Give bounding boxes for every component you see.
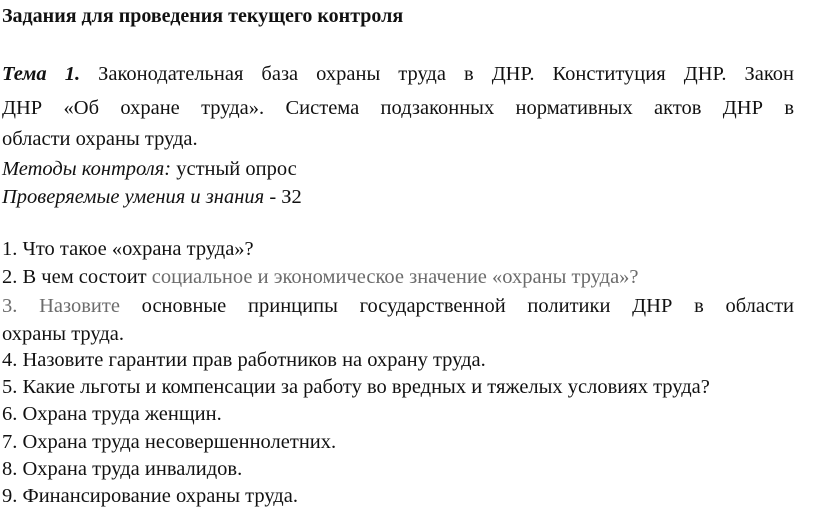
document-heading: Задания для проведения текущего контроля [2, 5, 404, 27]
topic-line-3: области охраны труда. [2, 128, 198, 150]
question-3-continuation: охраны труда. [2, 323, 125, 345]
question-1: 1. Что такое «охрана труда»? [2, 238, 254, 260]
question-9: 9. Финансирование охраны труда. [2, 485, 298, 507]
skills-label: Проверяемые умения и знания [2, 186, 265, 208]
control-methods-line [2, 157, 297, 181]
topic-label: Тема 1. [2, 63, 81, 85]
question-3 [2, 294, 794, 318]
skills-value: - З2 [264, 186, 302, 208]
question-6: 6. Охрана труда женщин. [2, 403, 222, 425]
question-3-start: 3. Назовите [2, 295, 120, 317]
question-5: 5. Какие льготы и компенсации за работу во вредных и тяжелых условиях труда? [2, 376, 710, 398]
topic-text-1: Законодательная база охраны труда в ДНР. Конституция ДНР. Закон [80, 63, 794, 85]
question-2 [2, 265, 639, 289]
question-8: 8. Охрана труда инвалидов. [2, 458, 243, 480]
skills-line [2, 185, 302, 209]
topic-line-2: ДНР «Об охране труда». Система подзаконных нормативных актов ДНР в [2, 97, 794, 119]
question-2-rest: социальное и экономическое значение «охраны труда»? [151, 266, 639, 288]
question-4: 4. Назовите гарантии прав работников на охрану труда. [2, 349, 486, 371]
topic-line-1 [2, 62, 794, 86]
question-7: 7. Охрана труда несовершеннолетних. [2, 431, 337, 453]
question-3-rest: основные принципы государственной политики ДНР в области [119, 295, 794, 317]
question-2-start: 2. В чем состоит [2, 266, 152, 288]
control-methods-value: устный опрос [171, 158, 297, 180]
control-methods-label: Методы контроля: [2, 158, 172, 180]
